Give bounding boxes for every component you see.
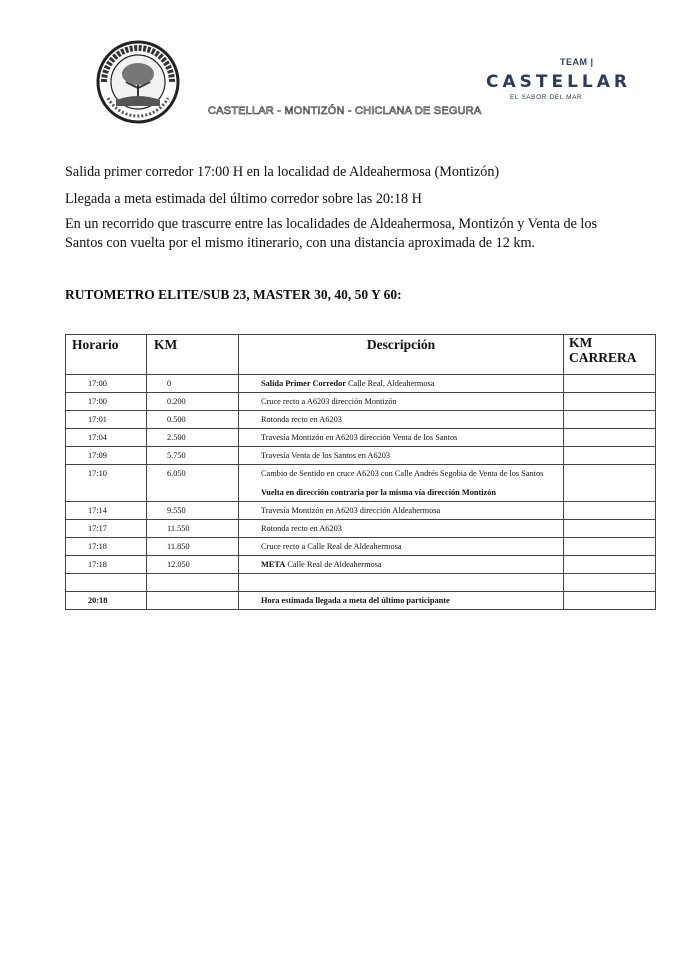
table-row <box>66 375 656 393</box>
header-km-carrera: KM CARRERA <box>564 335 656 375</box>
intro-start: Salida primer corredor 17:00 H en la localidad de Aldeahermosa (Montizón) <box>65 164 500 180</box>
row-description-text: Cruce recto a Calle Real de Aldeahermosa <box>261 542 402 551</box>
row-time: 17:04 <box>66 429 147 447</box>
intro-finish: Llegada a meta estimada del último corredor sobre las 20:18 H <box>65 191 422 207</box>
row-description <box>239 411 564 429</box>
row-description-bold: Hora estimada llegada a meta del último participante <box>261 596 450 605</box>
row-km-carrera <box>564 465 656 502</box>
castellar-logo-text: CASTELLAR <box>486 72 631 92</box>
challenge-logo <box>96 40 180 124</box>
row-km <box>147 592 239 610</box>
row-km: 0.200 <box>147 393 239 411</box>
row-time: 17:00 <box>66 375 147 393</box>
row-description <box>239 538 564 556</box>
row-description <box>239 592 564 610</box>
row-km: 0.500 <box>147 411 239 429</box>
row-time <box>66 574 147 592</box>
table-row <box>66 556 656 574</box>
row-km-carrera <box>564 393 656 411</box>
row-km-carrera <box>564 447 656 465</box>
row-description <box>239 574 564 592</box>
row-time: 20:18 <box>66 592 147 610</box>
row-km: 12.050 <box>147 556 239 574</box>
row-description <box>239 556 564 574</box>
row-description-text: Travesía Montizón en A6203 dirección Aldeahermosa <box>261 506 441 515</box>
castellar-slogan: EL SABOR DEL MAR <box>510 94 583 101</box>
table-row <box>66 538 656 556</box>
row-description-text: Travesía Venta de los Santos en A6203 <box>261 451 391 460</box>
row-km-carrera <box>564 429 656 447</box>
row-description-text: Cruce recto a A6203 dirección Montizón <box>261 397 397 406</box>
row-description-text: Rotonda recto en A6203 <box>261 524 342 533</box>
row-description <box>239 520 564 538</box>
row-km-carrera <box>564 411 656 429</box>
table-body <box>66 375 656 610</box>
table-row <box>66 393 656 411</box>
row-km-carrera <box>564 520 656 538</box>
row-description-text: Calle Real, Aldeahermosa <box>345 379 435 388</box>
row-km-carrera <box>564 574 656 592</box>
row-km: 2.500 <box>147 429 239 447</box>
row-km-carrera <box>564 592 656 610</box>
row-description <box>239 429 564 447</box>
row-description <box>239 502 564 520</box>
table-row <box>66 429 656 447</box>
row-km-carrera <box>564 556 656 574</box>
row-time: 17:01 <box>66 411 147 429</box>
route-header: CASTELLAR - MONTIZÓN - CHICLANA DE SEGURA <box>208 105 482 117</box>
row-km-carrera <box>564 375 656 393</box>
section-title: RUTOMETRO ELITE/SUB 23, MASTER 30, 40, 50 Y 60: <box>65 287 402 302</box>
table-row <box>66 502 656 520</box>
row-description-text: Calle Real de Aldeahermosa <box>285 560 382 569</box>
row-description <box>239 393 564 411</box>
row-description-bold: Salida Primer Corredor <box>261 379 346 388</box>
row-km: 9.550 <box>147 502 239 520</box>
table-row <box>66 465 656 502</box>
row-km: 0 <box>147 375 239 393</box>
row-km: 11.850 <box>147 538 239 556</box>
row-description-bold: META <box>261 560 286 569</box>
header-descripcion: Descripción <box>239 335 564 375</box>
table-row <box>66 592 656 610</box>
row-km-carrera <box>564 538 656 556</box>
rutometro-table <box>65 334 656 610</box>
row-description-text: Cambio de Sentido en cruce A6203 con Calle Andrés Segobia de Venta de los Santos <box>261 469 544 478</box>
row-description-line2: Vuelta en dirección contraria por la misma vía dirección Montizón <box>261 488 496 497</box>
row-time: 17:18 <box>66 556 147 574</box>
table-row <box>66 574 656 592</box>
row-km: 5.750 <box>147 447 239 465</box>
row-km-carrera <box>564 502 656 520</box>
row-description <box>239 465 564 502</box>
intro-route: En un recorrido que trascurre entre las localidades de Aldeahermosa, Montizón y Venta de los Santos con vuelta por el mismo itinerario, con una distancia aproximada de 12 km. <box>65 216 597 251</box>
row-km: 6.050 <box>147 465 239 502</box>
row-description <box>239 447 564 465</box>
row-time: 17:09 <box>66 447 147 465</box>
row-time: 17:17 <box>66 520 147 538</box>
row-description-text: Rotonda recto en A6203 <box>261 415 342 424</box>
table-row <box>66 411 656 429</box>
row-time: 17:18 <box>66 538 147 556</box>
table-row <box>66 447 656 465</box>
row-description <box>239 375 564 393</box>
table-header-row <box>66 335 656 375</box>
team-label: TEAM | <box>560 57 594 67</box>
table-row <box>66 520 656 538</box>
header-km: KM <box>147 335 239 375</box>
row-time: 17:10 <box>66 465 147 502</box>
row-time: 17:00 <box>66 393 147 411</box>
row-km <box>147 574 239 592</box>
header-horario: Horario <box>66 335 147 375</box>
row-time: 17:14 <box>66 502 147 520</box>
row-km: 11.550 <box>147 520 239 538</box>
row-description-text: Travesía Montizón en A6203 dirección Venta de los Santos <box>261 433 458 442</box>
